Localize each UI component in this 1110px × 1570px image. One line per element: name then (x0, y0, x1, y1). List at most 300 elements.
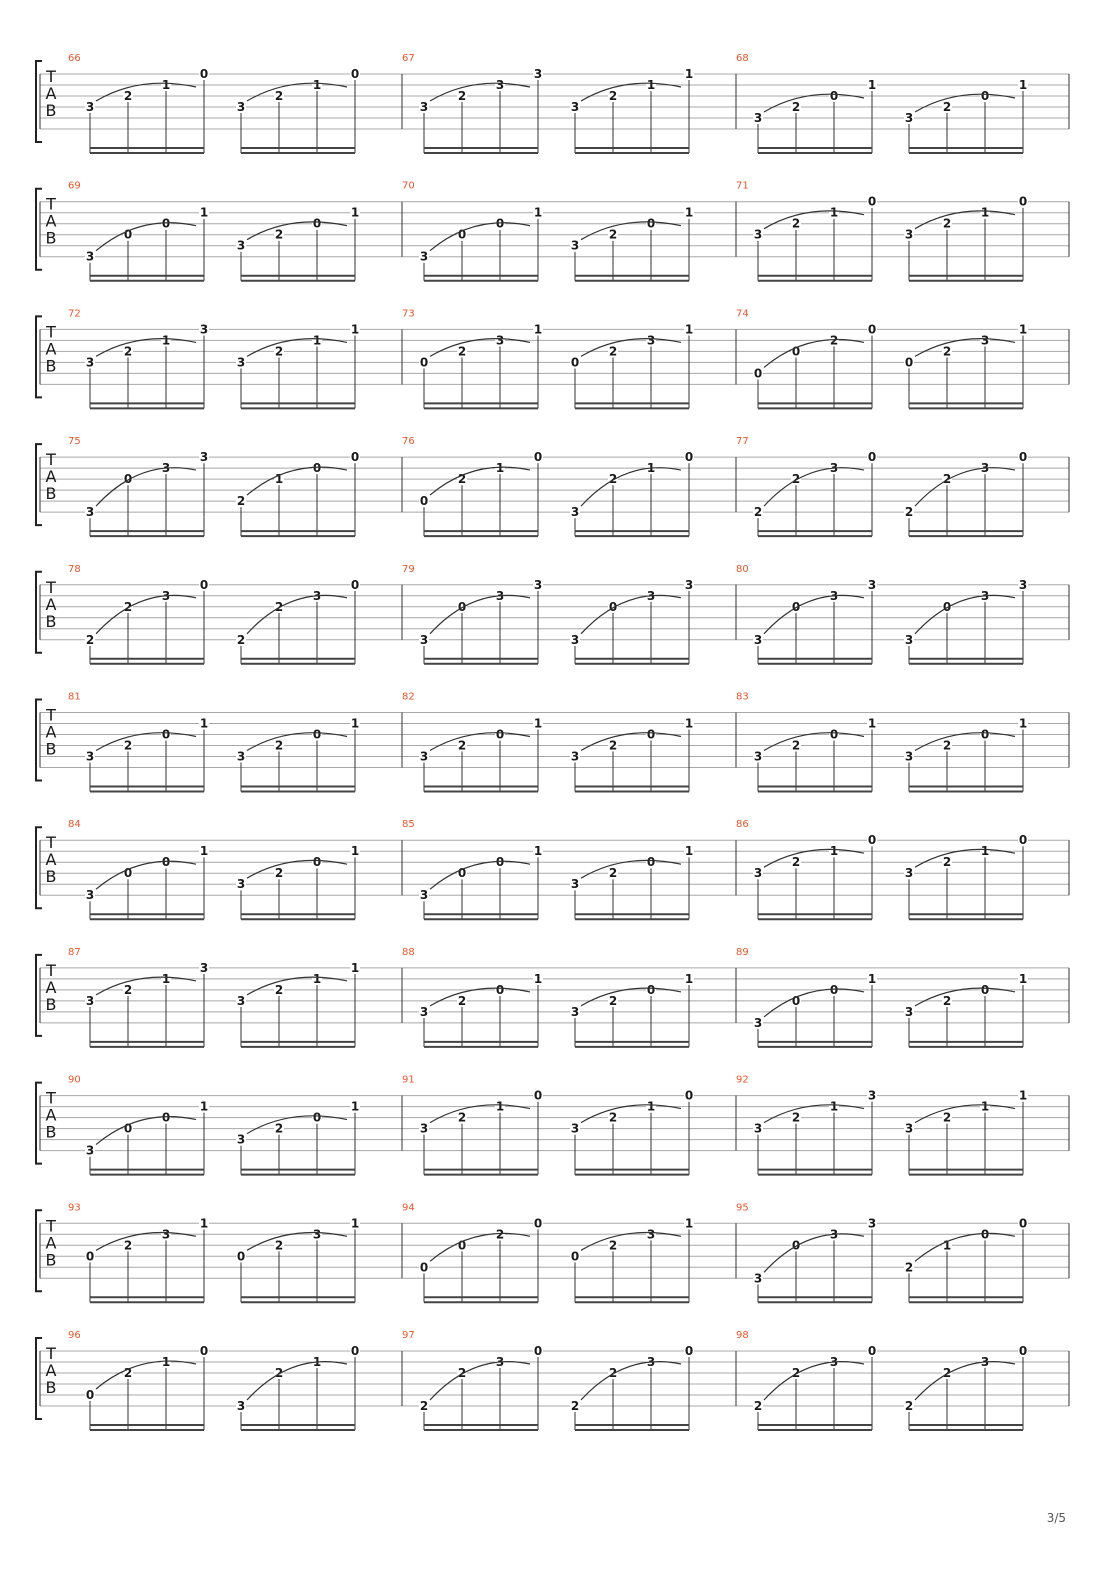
fret-number: 3 (199, 450, 209, 465)
note-group (85, 1344, 209, 1430)
note-group (570, 206, 694, 281)
note-group (419, 844, 543, 919)
measure-number: 81 (68, 691, 81, 703)
measure (402, 564, 694, 664)
fret-number: 2 (791, 1366, 801, 1380)
tab-clef-letter: A (45, 84, 57, 103)
fret-number: 2 (942, 1366, 952, 1380)
note-group (904, 78, 1028, 153)
fret-number: 2 (791, 855, 801, 870)
tab-clef-letter: B (45, 1122, 57, 1142)
fret-number: 1 (495, 461, 505, 476)
slur (915, 733, 1015, 751)
note-group (85, 961, 209, 1047)
note-group (85, 322, 209, 408)
fret-number: 0 (980, 727, 990, 742)
tab-clef-letter: A (45, 1105, 57, 1125)
slur (764, 211, 864, 229)
fret-number: 0 (161, 1110, 171, 1125)
note-group (570, 322, 694, 408)
fret-number: 2 (123, 89, 133, 103)
tab-clef-letter: T (46, 450, 56, 470)
measure-number: 98 (736, 1330, 749, 1341)
tab-clef-letter: A (45, 339, 57, 359)
fret-number: 2 (608, 866, 618, 881)
fret-number: 2 (942, 1110, 952, 1125)
measure-number: 75 (68, 436, 81, 448)
measure (402, 1330, 694, 1430)
fret-number: 1 (1018, 716, 1028, 731)
slur (430, 467, 530, 495)
measure-number: 82 (402, 691, 415, 703)
fret-number: 1 (312, 971, 322, 986)
measure (402, 1075, 694, 1175)
note-group (570, 578, 694, 664)
fret-number: 1 (350, 716, 360, 731)
fret-number: 3 (312, 1227, 322, 1242)
fret-number: 3 (570, 632, 580, 647)
tab-clef-letter: A (45, 594, 57, 614)
measure-number: 88 (402, 946, 415, 958)
fret-number: 2 (236, 632, 246, 647)
tab-clef-letter: T (46, 960, 56, 980)
fret-number: 0 (123, 1121, 133, 1136)
fret-number: 3 (419, 1121, 429, 1136)
fret-number: 2 (419, 1399, 429, 1413)
fret-number: 0 (419, 355, 429, 370)
fret-number: 0 (791, 599, 801, 614)
fret-number: 3 (495, 588, 505, 603)
fret-number: 0 (457, 599, 467, 614)
fret-number: 3 (904, 227, 914, 242)
note-group (753, 450, 877, 536)
slur (915, 1233, 1015, 1261)
fret-number: 2 (274, 738, 284, 753)
fret-number: 3 (904, 866, 914, 881)
fret-number: 0 (791, 344, 801, 359)
fret-number: 0 (457, 1238, 467, 1253)
measure (68, 181, 360, 281)
slur (96, 1361, 196, 1389)
slur (915, 988, 1015, 1006)
measure-number: 74 (736, 308, 749, 320)
measure-number: 91 (402, 1074, 415, 1086)
slur (247, 595, 347, 633)
slur (247, 222, 347, 240)
fret-number: 1 (199, 844, 209, 859)
fret-number: 2 (942, 738, 952, 753)
slur (581, 860, 681, 881)
measure-number: 97 (402, 1330, 415, 1341)
tab-clef-letter: A (45, 977, 57, 997)
tab-clef-letter: B (45, 611, 57, 631)
system-bracket (36, 700, 42, 781)
fret-number: 2 (274, 227, 284, 242)
fret-number: 1 (1018, 78, 1028, 92)
fret-number: 0 (350, 450, 360, 465)
fret-number: 3 (419, 249, 429, 264)
staff-system (36, 572, 1069, 653)
slur (581, 1362, 681, 1400)
fret-number: 0 (1018, 1216, 1028, 1231)
fret-number: 3 (904, 1004, 914, 1019)
note-group (236, 578, 360, 664)
fret-number: 2 (942, 472, 952, 487)
fret-number: 1 (350, 1099, 360, 1114)
fret-number: 1 (829, 844, 839, 859)
fret-number: 2 (457, 1366, 467, 1380)
fret-number: 3 (904, 632, 914, 647)
note-group (85, 450, 209, 536)
note-group (419, 206, 543, 281)
measure (68, 1075, 360, 1175)
fret-number: 1 (867, 716, 877, 731)
fret-number: 3 (829, 588, 839, 603)
fret-number: 3 (570, 749, 580, 764)
fret-number: 1 (684, 67, 694, 81)
fret-number: 2 (608, 1366, 618, 1380)
slur (96, 468, 196, 506)
fret-number: 2 (829, 333, 839, 348)
fret-number: 0 (980, 1227, 990, 1242)
fret-number: 0 (646, 727, 656, 742)
measure (402, 819, 694, 919)
staff-system (36, 955, 1069, 1036)
fret-number: 0 (312, 727, 322, 742)
note-group (85, 67, 209, 153)
fret-number: 3 (646, 1355, 656, 1369)
fret-number: 0 (495, 727, 505, 742)
note-group (419, 450, 543, 536)
fret-number: 1 (684, 1216, 694, 1231)
staff-system (36, 700, 1069, 781)
fret-number: 2 (942, 344, 952, 359)
tab-clef-letter: B (45, 101, 57, 120)
note-group (753, 1089, 877, 1175)
measure-number: 83 (736, 691, 749, 703)
fret-number: 1 (942, 1238, 952, 1253)
note-group (904, 1216, 1028, 1302)
slur (247, 1362, 347, 1400)
system-bracket (36, 1083, 42, 1164)
slur (581, 988, 681, 1006)
note-group (570, 1344, 694, 1430)
tab-clef-letter: T (46, 1088, 56, 1108)
fret-number: 2 (123, 344, 133, 359)
slur (915, 849, 1015, 870)
fret-number: 2 (791, 738, 801, 753)
measure-number: 94 (402, 1202, 415, 1214)
tab-clef-letter: B (45, 228, 57, 248)
note-group (753, 578, 877, 664)
fret-number: 3 (980, 333, 990, 348)
fret-number: 0 (904, 355, 914, 370)
measure (402, 436, 694, 536)
fret-number: 3 (419, 1004, 429, 1019)
measure-number: 77 (736, 436, 749, 448)
note-group (904, 972, 1028, 1047)
fret-number: 3 (236, 993, 246, 1008)
fret-number: 0 (1018, 833, 1028, 848)
fret-number: 2 (123, 982, 133, 997)
measure (68, 1202, 360, 1302)
fret-number: 1 (646, 461, 656, 476)
note-group (904, 717, 1028, 792)
fret-number: 0 (457, 866, 467, 881)
fret-number: 3 (85, 749, 95, 764)
fret-number: 3 (980, 1355, 990, 1369)
fret-number: 3 (829, 1227, 839, 1242)
fret-number: 3 (312, 588, 322, 603)
measure-number: 73 (402, 308, 415, 320)
slur (581, 733, 681, 751)
fret-number: 3 (570, 877, 580, 892)
note-group (419, 1344, 543, 1430)
note-group (419, 322, 543, 408)
fret-number: 3 (85, 993, 95, 1008)
fret-number: 1 (1018, 322, 1028, 337)
note-group (236, 450, 360, 536)
measure-number: 79 (402, 563, 415, 575)
fret-number: 3 (85, 249, 95, 264)
fret-number: 0 (161, 855, 171, 870)
fret-number: 0 (791, 993, 801, 1008)
fret-number: 1 (684, 322, 694, 337)
fret-number: 0 (199, 1344, 209, 1358)
fret-number: 2 (942, 993, 952, 1008)
fret-number: 3 (753, 1121, 763, 1136)
fret-number: 2 (457, 1110, 467, 1125)
tab-clef-letter: A (45, 211, 57, 231)
fret-number: 2 (274, 599, 284, 614)
system-bracket (36, 572, 42, 653)
fret-number: 2 (123, 599, 133, 614)
fret-number: 2 (274, 344, 284, 359)
fret-number: 3 (646, 333, 656, 348)
measure-number: 87 (68, 946, 81, 958)
note-group (236, 961, 360, 1047)
note-group (904, 833, 1028, 919)
fret-number: 2 (608, 344, 618, 359)
fret-number: 0 (495, 982, 505, 997)
fret-number: 1 (980, 205, 990, 220)
fret-number: 3 (85, 505, 95, 520)
note-group (236, 206, 360, 281)
fret-number: 2 (608, 472, 618, 487)
note-group (570, 972, 694, 1047)
fret-number: 0 (533, 450, 543, 465)
fret-number: 0 (85, 1249, 95, 1264)
fret-number: 1 (980, 844, 990, 859)
fret-number: 3 (829, 1355, 839, 1369)
slur (247, 860, 347, 881)
fret-number: 1 (161, 971, 171, 986)
fret-number: 0 (1018, 194, 1028, 209)
slur (581, 339, 681, 357)
fret-number: 1 (161, 333, 171, 348)
measure (402, 53, 694, 153)
measure (736, 181, 1028, 281)
fret-number: 2 (457, 472, 467, 487)
note-group (570, 450, 694, 536)
fret-number: 2 (791, 100, 801, 114)
fret-number: 0 (867, 450, 877, 465)
fret-number: 3 (199, 960, 209, 975)
tab-clef-letter: B (45, 356, 57, 376)
fret-number: 3 (829, 461, 839, 476)
fret-number: 3 (419, 749, 429, 764)
tab-clef-letter: A (45, 1233, 57, 1253)
fret-number: 2 (457, 89, 467, 103)
note-group (753, 78, 877, 153)
note-group (570, 67, 694, 153)
tab-clef-letter: T (46, 1216, 56, 1236)
fret-number: 3 (570, 100, 580, 114)
fret-number: 3 (236, 877, 246, 892)
tab-clef-letter: T (46, 705, 56, 725)
slur (764, 1234, 864, 1272)
slur (915, 339, 1015, 357)
fret-number: 3 (570, 505, 580, 520)
fret-number: 1 (312, 78, 322, 92)
measure-number: 93 (68, 1202, 81, 1214)
slur (764, 1105, 864, 1123)
fret-number: 2 (608, 227, 618, 242)
staff-system (36, 61, 1069, 142)
fret-number: 1 (684, 716, 694, 731)
fret-number: 1 (684, 205, 694, 220)
fret-number: 0 (312, 461, 322, 476)
slur (96, 977, 196, 995)
tab-clef-letter: A (45, 467, 57, 487)
measure (68, 564, 360, 664)
measure (736, 564, 1028, 664)
fret-number: 2 (904, 1399, 914, 1413)
fret-number: 2 (457, 993, 467, 1008)
fret-number: 0 (646, 855, 656, 870)
fret-number: 1 (350, 1216, 360, 1231)
fret-number: 3 (867, 1216, 877, 1231)
fret-number: 3 (684, 577, 694, 592)
note-group (570, 1216, 694, 1302)
note-group (85, 578, 209, 664)
fret-number: 0 (608, 599, 618, 614)
fret-number: 0 (684, 1088, 694, 1103)
slur (430, 1362, 530, 1400)
fret-number: 3 (236, 100, 246, 114)
slur (581, 1233, 681, 1251)
slur (430, 1233, 530, 1261)
measure (68, 436, 360, 536)
measure-number: 80 (736, 563, 749, 575)
fret-number: 2 (123, 738, 133, 753)
slur (96, 339, 196, 357)
fret-number: 0 (791, 1238, 801, 1253)
system-bracket (36, 444, 42, 525)
fret-number: 0 (753, 366, 763, 381)
note-group (570, 844, 694, 919)
fret-number: 3 (161, 461, 171, 476)
note-group (85, 717, 209, 792)
slur (764, 989, 864, 1017)
fret-number: 0 (867, 194, 877, 209)
staff-system (36, 1083, 1069, 1164)
slur (247, 733, 347, 751)
fret-number: 3 (85, 1143, 95, 1158)
note-group (753, 1216, 877, 1302)
note-group (753, 972, 877, 1047)
fret-number: 0 (867, 322, 877, 337)
slur (764, 468, 864, 506)
slur (247, 1233, 347, 1251)
fret-number: 3 (904, 749, 914, 764)
fret-number: 1 (350, 205, 360, 220)
slur (764, 1362, 864, 1400)
fret-number: 3 (980, 588, 990, 603)
page-number: 3/5 (1046, 1511, 1066, 1525)
fret-number: 0 (419, 494, 429, 509)
measure (402, 947, 694, 1047)
fret-number: 1 (1018, 1088, 1028, 1103)
fret-number: 2 (85, 632, 95, 647)
tab-clef-letter: T (46, 194, 56, 214)
fret-number: 2 (608, 1110, 618, 1125)
fret-number: 3 (570, 1004, 580, 1019)
tab-clef-letter: B (45, 1378, 57, 1397)
fret-number: 3 (236, 749, 246, 764)
note-group (419, 1089, 543, 1175)
fret-number: 2 (942, 216, 952, 231)
note-group (236, 67, 360, 153)
system-bracket (36, 955, 42, 1036)
fret-number: 2 (791, 472, 801, 487)
measure-number: 69 (68, 180, 81, 192)
system-bracket (36, 827, 42, 908)
fret-number: 3 (236, 1132, 246, 1147)
slur (96, 1233, 196, 1251)
note-group (419, 67, 543, 153)
fret-number: 1 (161, 1355, 171, 1369)
fret-number: 1 (829, 205, 839, 220)
fret-number: 0 (123, 866, 133, 881)
measure-number: 67 (402, 53, 415, 64)
fret-number: 1 (199, 716, 209, 731)
fret-number: 3 (646, 1227, 656, 1242)
fret-number: 0 (161, 216, 171, 231)
note-group (904, 578, 1028, 664)
system-bracket (36, 1210, 42, 1291)
fret-number: 0 (123, 472, 133, 487)
fret-number: 3 (753, 866, 763, 881)
fret-number: 1 (533, 844, 543, 859)
measure-number: 90 (68, 1074, 81, 1086)
tab-clef-letter: B (45, 1250, 57, 1270)
fret-number: 0 (495, 216, 505, 231)
measure (736, 819, 1028, 919)
slur (915, 468, 1015, 506)
tab-clef-letter: B (45, 484, 57, 504)
fret-number: 3 (646, 588, 656, 603)
fret-number: 3 (85, 100, 95, 114)
fret-number: 3 (419, 632, 429, 647)
system-bracket (36, 316, 42, 397)
fret-number: 1 (1018, 971, 1028, 986)
slur (915, 211, 1015, 229)
slur (764, 94, 864, 112)
fret-number: 0 (199, 67, 209, 81)
fret-number: 2 (274, 1238, 284, 1253)
measure-number: 68 (736, 53, 749, 64)
